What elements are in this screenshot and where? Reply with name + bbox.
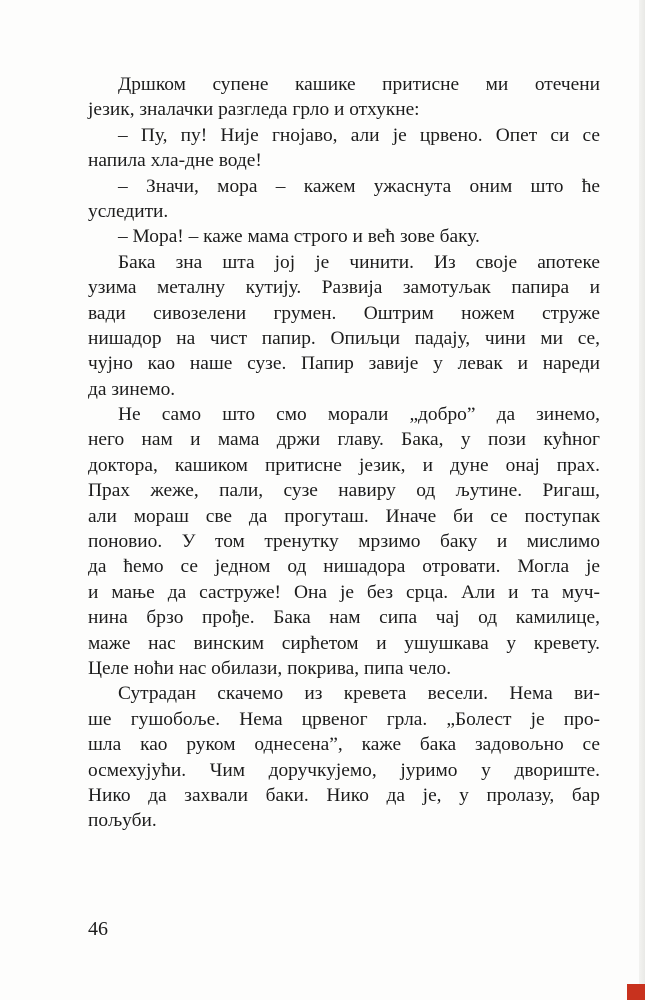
- text-line: да зинемо.: [88, 378, 176, 400]
- page-number: 46: [88, 918, 108, 940]
- paragraph: [88, 250, 600, 402]
- text-line: вади сивозелени грумен. Оштрим ножем струже: [88, 302, 600, 324]
- text-line: маже нас винским сирћетом и ушушкава у кревету.: [88, 632, 600, 654]
- paragraph: [88, 402, 600, 681]
- text-line: Нико да захвали баки. Нико да је, у пролазу, бар: [88, 784, 600, 806]
- text-line: – Мора! – каже мама строго и већ зове баку.: [118, 226, 480, 248]
- text-line: узима металну кутију. Развија замотуљак папира и: [88, 277, 600, 299]
- text-line: да ћемо се једном од нишадора отровати. Могла је: [88, 556, 600, 578]
- text-line: Прах жеже, пали, сузе навиру од љутине. Ригаш,: [88, 480, 600, 502]
- text-line: – Пу, пу! Није гнојаво, али је црвено. Опет си се: [118, 124, 600, 146]
- text-line: доктора, кашиком притисне језик, и дуне онај прах.: [88, 454, 600, 476]
- text-line: поновио. У том тренутку мрзимо баку и мислимо: [88, 531, 600, 553]
- text-line: – Значи, мора – кажем ужаснута оним што ће: [118, 175, 600, 197]
- corner-red-mark: [627, 984, 645, 1000]
- text-line: пољуби.: [88, 810, 157, 832]
- text-line: него нам и мама држи главу. Бака, у пози кућног: [88, 429, 600, 451]
- paragraph: [88, 123, 600, 174]
- text-line: Не само што смо морали „добро” да зинемо,: [118, 404, 600, 426]
- text-line: језик, зналачки разгледа грло и отхукне:: [88, 99, 420, 121]
- text-line: шла као руком однесена”, каже бака задовољно се: [88, 734, 600, 756]
- paragraph: [88, 224, 600, 249]
- paragraph: [88, 174, 600, 225]
- page-edge: [639, 0, 645, 1000]
- text-line: али мораш све да прогуташ. Иначе би се поступак: [88, 505, 600, 527]
- text-line: Целе ноћи нас обилази, покрива, пипа чело.: [88, 657, 452, 679]
- text-line: напила хла-дне воде!: [88, 150, 262, 172]
- text-line: Дршком супене кашике притисне ми отечени: [118, 74, 600, 95]
- text-line: уследити.: [88, 200, 169, 222]
- text-line: Сутрадан скачемо из кревета весели. Нема ви-: [118, 683, 600, 705]
- text-line: чујно као наше сузе. Папир завије у левак и нареди: [88, 353, 600, 375]
- text-line: нишадор на чист папир. Опиљци падају, чини ми се,: [88, 327, 600, 349]
- text-line: осмехујући. Чим доручкујемо, јуримо у двориште.: [88, 759, 600, 781]
- paragraph: [88, 72, 600, 123]
- text-line: и мање да саструже! Она је без срца. Али и та муч-: [88, 581, 600, 603]
- body-text: [88, 72, 600, 834]
- paragraph: [88, 681, 600, 833]
- text-line: ше гушобоље. Нема црвеног грла. „Болест је про-: [88, 708, 600, 730]
- text-line: нина брзо прође. Бака нам сипа чај од камилице,: [88, 607, 600, 629]
- text-line: Бака зна шта јој је чинити. Из своје апотеке: [118, 251, 600, 273]
